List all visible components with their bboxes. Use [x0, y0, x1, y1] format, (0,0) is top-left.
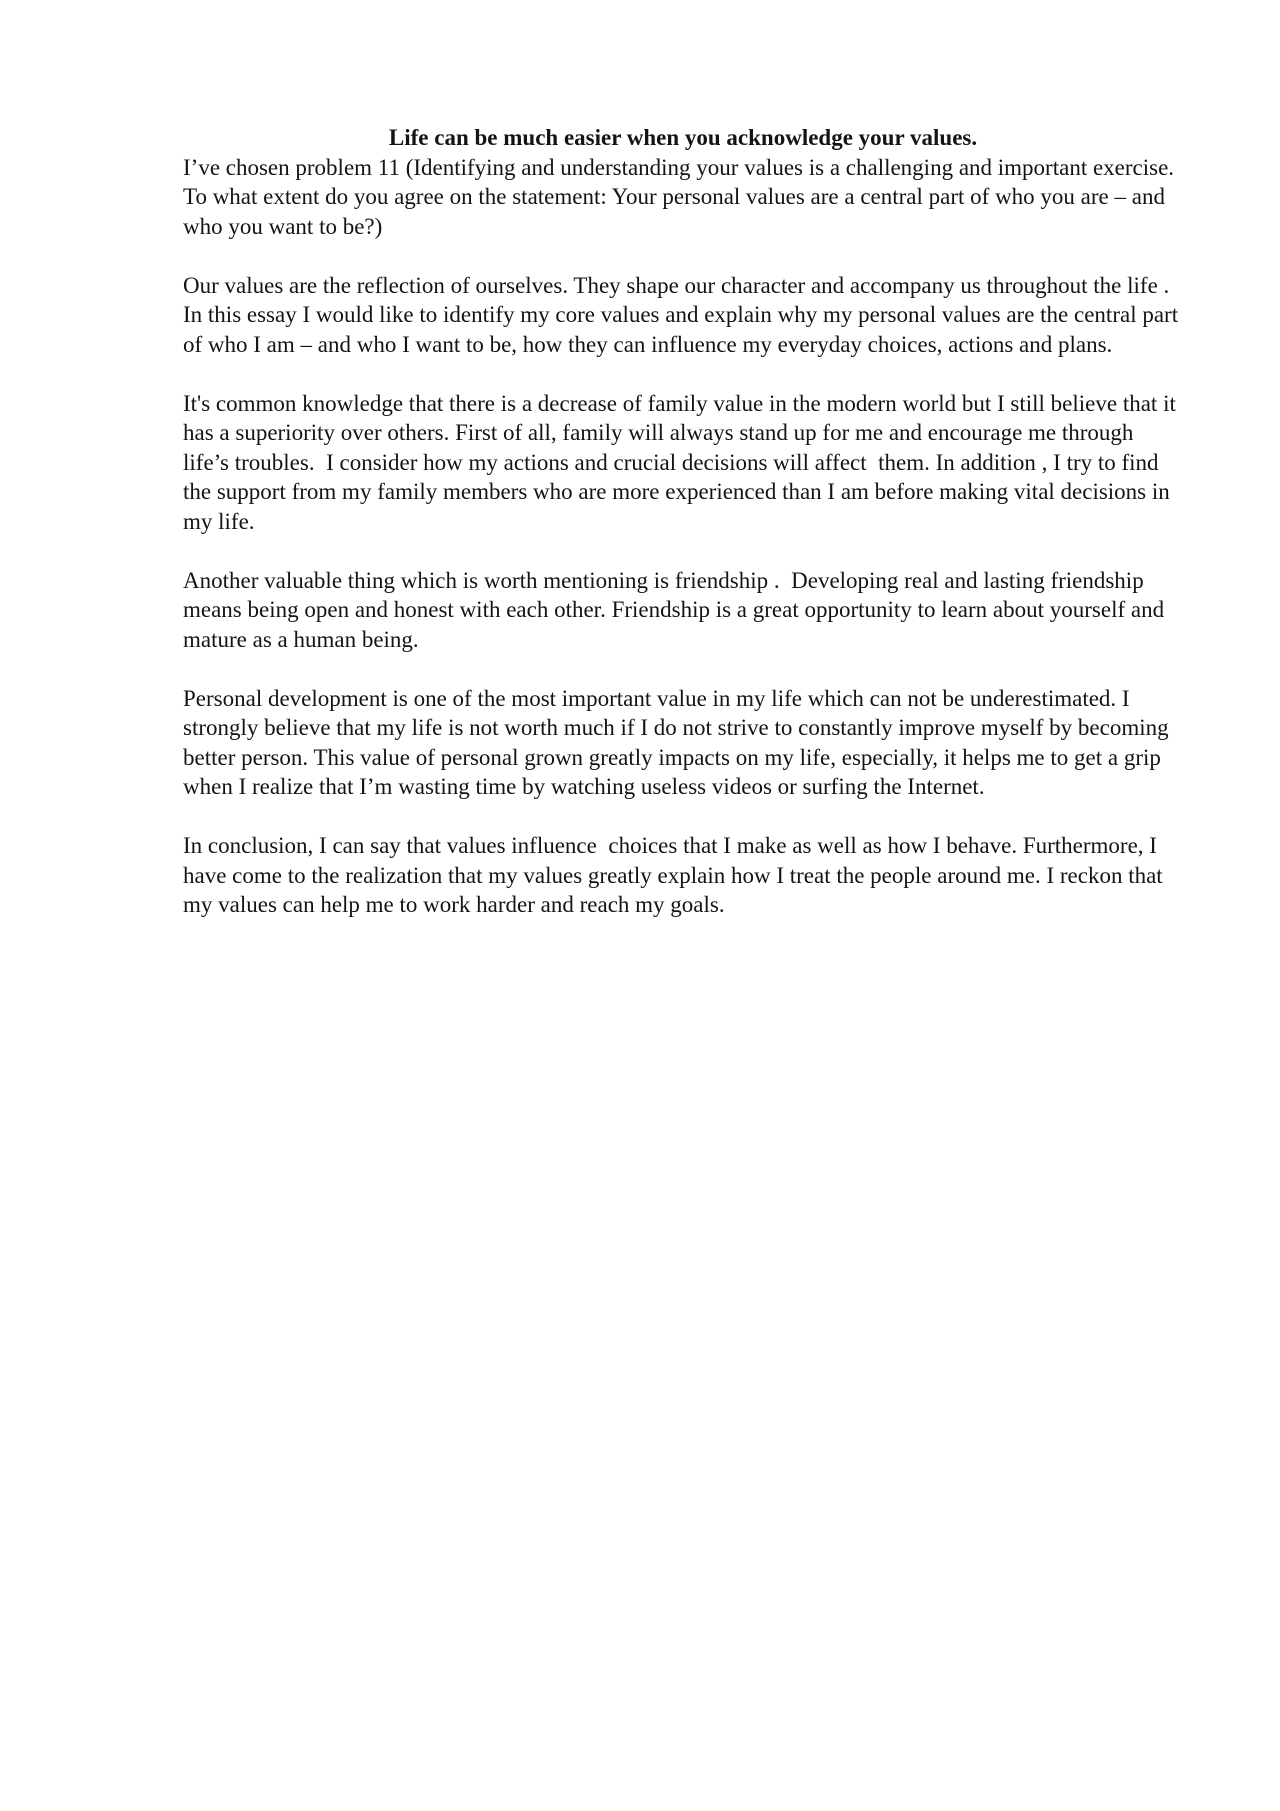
paragraph-conclusion: In conclusion, I can say that values influence choices that I make as well as how I behave. Furthermore, I have come to the realization that my values greatly explain how I treat the people around me. I reckon that my values can help me to work harder and reach my goals. [183, 833, 1169, 917]
document-title: Life can be much easier when you acknowledge your values. [388, 125, 978, 150]
paragraph-personal-development: Personal development is one of the most important value in my life which can not be underestimated. I strongly believe that my life is not worth much if I do not strive to constantly improve myself by becoming better person. This value of personal grown greatly impacts on my life, especially, it helps me to get a grip when I realize that I’m wasting time by watching useless videos or surfing the Internet. [183, 685, 1175, 799]
paragraph-friendship: Another valuable thing which is worth mentioning is friendship . Developing real and lasting friendship means being open and honest with each other. Friendship is a great opportunity to learn about yourself and mature as a human being. [183, 567, 1170, 652]
paragraph-intro: I’ve chosen problem 11 (Identifying and understanding your values is a challenging and important exercise. To what extent do you agree on the statement: Your personal values are a central part of who you are – and who you want to be?) [183, 154, 1180, 239]
paragraph-family: It's common knowledge that there is a decrease of family value in the modern world but I still believe that it has a superiority over others. First of all, family will always stand up for me and encourage me through life’s troubles. I consider how my actions and crucial decisions will affect them. In addition , I try to find the support from my family members who are more experienced than I am before making vital decisions in my life. [183, 390, 1182, 534]
document-body [183, 123, 1183, 949]
paragraph-values-reflection: Our values are the reflection of ourselves. They shape our character and accompany us throughout the life . In this essay I would like to identify my core values and explain why my personal values are the central part of who I am – and who I want to be, how they can influence my everyday choices, actions and plans. [183, 272, 1184, 357]
